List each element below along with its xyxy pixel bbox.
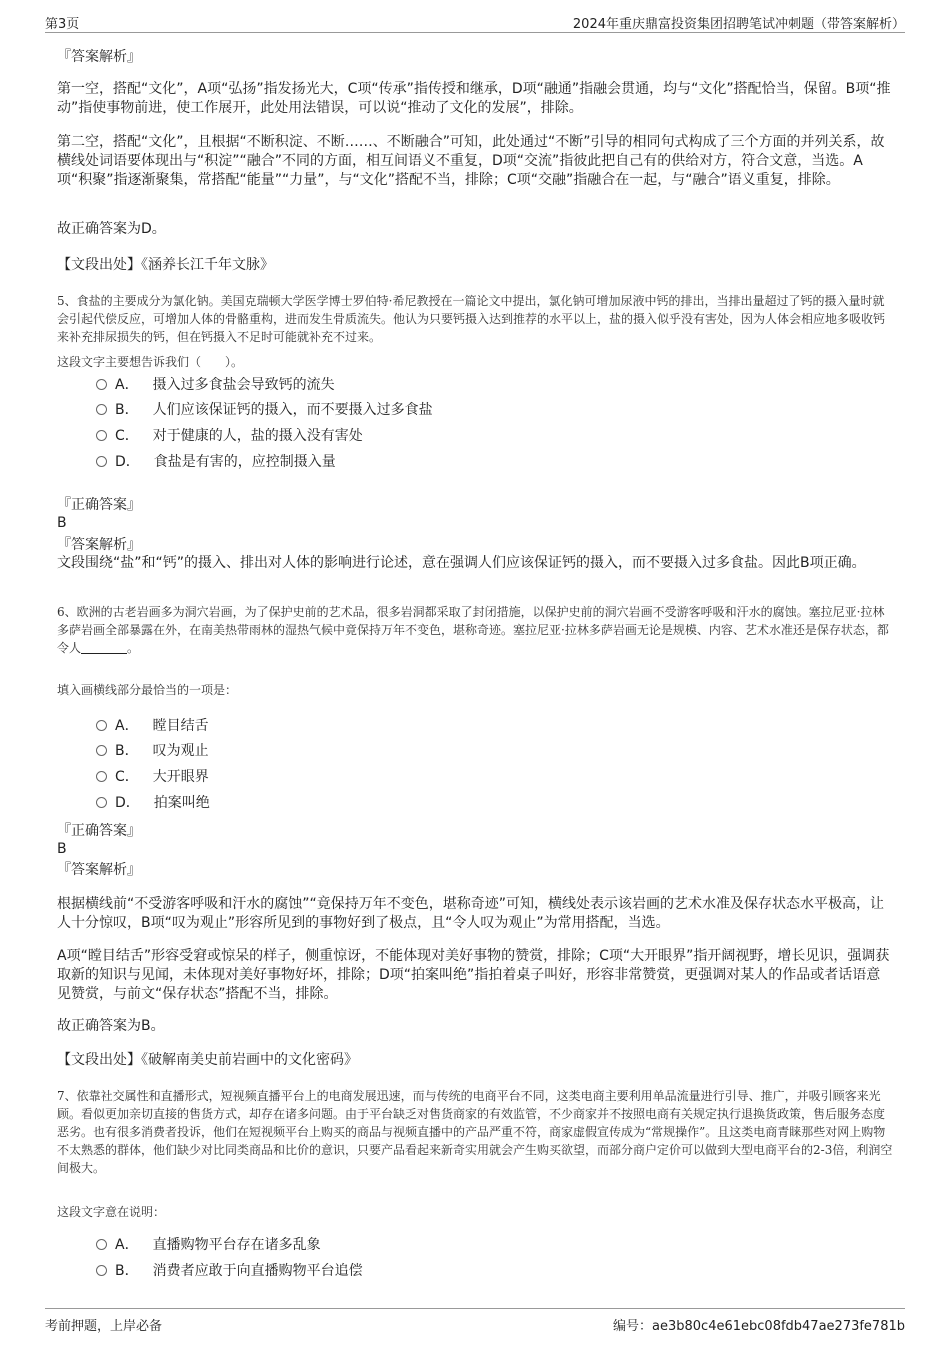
document-code: 编号：ae3b80c4e61ebc08fdb47ae273fe781b xyxy=(613,1319,905,1334)
fill-blank xyxy=(81,641,127,654)
option-a[interactable]: A． 摄入过多食盐会导致钙的流失 xyxy=(96,375,335,395)
question-prompt: 这段文字主要想告诉我们（ ）。 xyxy=(57,355,244,369)
page-header xyxy=(45,10,905,33)
option-d[interactable]: D． 拍案叫绝 xyxy=(96,793,210,813)
radio-icon[interactable] xyxy=(96,404,107,415)
source-note: 【文段出处】《破解南美史前岩画中的文化密码》 xyxy=(57,1052,358,1068)
option-c[interactable]: C． 对于健康的人，盐的摄入没有害处 xyxy=(96,426,363,446)
option-a[interactable]: A． 瞠目结舌 xyxy=(96,716,209,736)
analysis-paragraph: A项“瞠目结舌”形容受窘或惊呆的样子，侧重惊讶，不能体现对美好事物的赞赏，排除；C项“大开眼界”指开阔视野，增长见识，强调获取新的知识与见闻，未体现对美好事物好坏，排除；D项“拍案叫绝”指拍着桌子叫好，形容非常赞赏，更强调对某人的作品或者话语意见赞赏，与前文“保存状态”搭配不当，排除。 xyxy=(57,948,890,1002)
question-prompt: 填入画横线部分最恰当的一项是： xyxy=(57,683,238,697)
conclusion: 故正确答案为B。 xyxy=(57,1018,165,1034)
answer-value: B xyxy=(57,515,67,531)
source-note: 【文段出处】《涵养长江千年文脉》 xyxy=(57,257,274,273)
radio-icon[interactable] xyxy=(96,1239,107,1250)
question-stem: 5、食盐的主要成分为氯化钠。美国克瑞顿大学医学博士罗伯特·希尼教授在一篇论文中提出，氯化钠可增加尿液中钙的排出，当排出量超过了钙的摄入量时就会引起代偿反应，可增加人体的骨骼重构，进而发生骨质流失。他认为只要钙摄入达到推荐的水平以上，盐的摄入似乎没有害处，因为人体会相应地多吸收钙来补充排尿损失的钙，但在钙摄入不足时可能就补充不过来。 xyxy=(57,294,886,344)
footer-slogan: 考前押题，上岸必备 xyxy=(45,1319,163,1334)
option-b[interactable]: B． 人们应该保证钙的摄入，而不要摄入过多食盐 xyxy=(96,400,433,420)
analysis-paragraph: 文段围绕“盐”和“钙”的摄入、排出对人体的影响进行论述，意在强调人们应该保证钙的摄入，而不要摄入过多食盐。因此B项正确。 xyxy=(57,555,866,571)
question-stem: 6、欧洲的古老岩画多为洞穴岩画，为了保护史前的艺术品，很多岩洞都采取了封闭措施，以保护史前的洞穴岩画不受游客呼吸和汗水的腐蚀。塞拉尼亚·拉林多萨岩画全部暴露在外，在南美热带雨林的湿热气候中竟保持万年不变色，堪称奇迹。塞拉尼亚·拉林多萨岩画无论是规模、内容、艺术水准还是保存状态，都令人 。 xyxy=(57,605,889,655)
radio-icon[interactable] xyxy=(96,379,107,390)
answer-label: 『正确答案』 xyxy=(57,823,141,839)
radio-icon[interactable] xyxy=(96,1265,107,1276)
analysis-paragraph: 第一空，搭配“文化”，A项“弘扬”指发扬光大，C项“传承”指传授和继承，D项“融通”指融会贯通，均与“文化”搭配恰当，保留。B项“推动”指使事物前进，使工作展开，此处用法错误，可以说“推动了文化的发展”，排除。 xyxy=(57,81,891,116)
analysis-paragraph: 根据横线前“不受游客呼吸和汗水的腐蚀”“竟保持万年不变色，堪称奇迹”可知，横线处表示该岩画的艺术水准及保存状态水平极高，让人十分惊叹，B项“叹为观止”形容所见到的事物好到了极点，且“令人叹为观止”为常用搭配，当选。 xyxy=(57,896,885,931)
document-title: 2024年重庆鼎富投资集团招聘笔试冲刺题（带答案解析） xyxy=(572,17,905,32)
question-prompt: 这段文字意在说明： xyxy=(57,1205,166,1219)
option-b[interactable]: B． 消费者应敢于向直播购物平台追偿 xyxy=(96,1261,363,1281)
analysis-paragraph: 第二空，搭配“文化”，且根据“不断积淀、不断……、不断融合”可知，此处通过“不断”引导的相同句式构成了三个方面的并列关系，故横线处词语要体现出与“积淀”“融合”不同的方面，相互间语义不重复，D项“交流”指彼此把自己有的供给对方，符合文意，当选。A项“积聚”指逐渐聚集，常搭配“能量”“力量”，与“文化”搭配不当，排除；C项“交融”指融合在一起，与“融合”语义重复，排除。 xyxy=(57,134,885,188)
option-c[interactable]: C． 大开眼界 xyxy=(96,767,209,787)
conclusion: 故正确答案为D。 xyxy=(57,221,166,237)
answer-value: B xyxy=(57,841,67,857)
radio-icon[interactable] xyxy=(96,720,107,731)
question-stem: 7、依靠社交属性和直播形式，短视频直播平台上的电商发展迅速，而与传统的电商平台不同，这类电商主要利用单品流量进行引导、推广，并吸引顾客来光顾。看似更加亲切直接的售货方式，却存在诸多问题。由于平台缺乏对售货商家的有效监管，不少商家并不按照电商有关规定执行退换货政策，售后服务态度恶劣。也有很多消费者投诉，他们在短视频平台上购买的商品与视频直播中的产品严重不符，商家虚假宣传成为“常规操作”。且这类电商青睐那些对网上购物不太熟悉的群体，他们缺少对比同类商品和比价的意识，只要产品看起来新奇实用就会产生购买欲望，而部分商户定价可以做到大型电商平台的2-3倍，利润空间极大。 xyxy=(57,1089,893,1175)
page-footer xyxy=(45,1308,905,1334)
option-b[interactable]: B． 叹为观止 xyxy=(96,741,209,761)
radio-icon[interactable] xyxy=(96,797,107,808)
analysis-label: 『答案解析』 xyxy=(57,49,141,65)
radio-icon[interactable] xyxy=(96,771,107,782)
answer-label: 『正确答案』 xyxy=(57,497,141,513)
radio-icon[interactable] xyxy=(96,456,107,467)
page-number: 第3页 xyxy=(45,17,80,32)
option-d[interactable]: D． 食盐是有害的，应控制摄入量 xyxy=(96,452,336,472)
option-a[interactable]: A． 直播购物平台存在诸多乱象 xyxy=(96,1235,321,1255)
radio-icon[interactable] xyxy=(96,430,107,441)
analysis-label: 『答案解析』 xyxy=(57,862,141,878)
radio-icon[interactable] xyxy=(96,745,107,756)
analysis-label: 『答案解析』 xyxy=(57,537,141,553)
